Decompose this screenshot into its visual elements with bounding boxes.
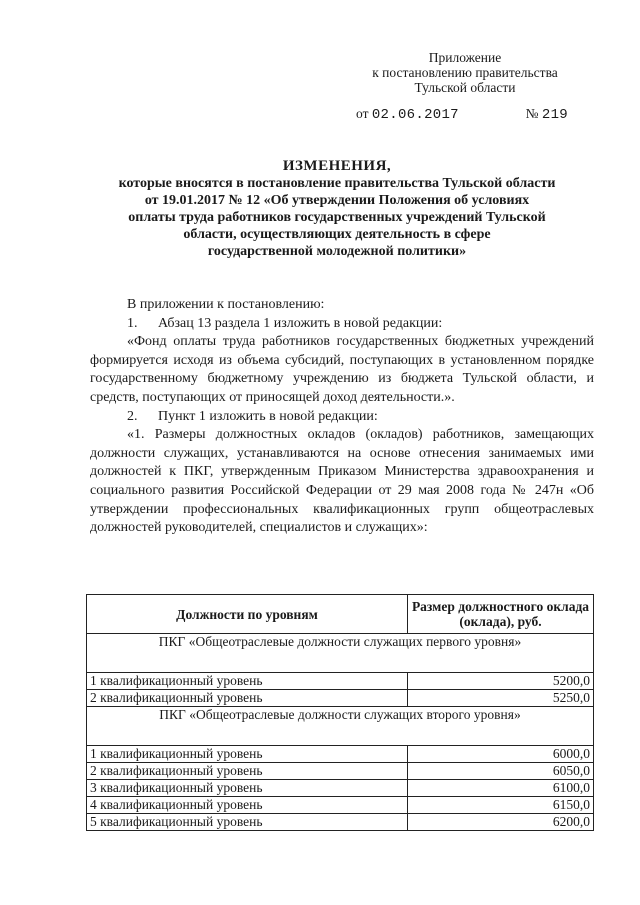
item-2-number: 2. xyxy=(127,408,138,424)
document-number: 219 xyxy=(541,107,568,123)
table-row xyxy=(87,780,594,797)
salary-table xyxy=(86,594,594,831)
group-row xyxy=(87,707,594,746)
appendix-header xyxy=(330,50,600,95)
table-row xyxy=(87,814,594,831)
item-2 xyxy=(90,408,594,427)
quote-1: «Фонд оплаты труда работников государственных бюджетных учреждений формируется исходя из объема субсидий, поступающих в установленном порядке государственному бюджетному учреждению из бюджета Тульской области, и средств, поступающих от приносящей доход деятельности.». xyxy=(90,334,594,405)
title-line: государственной молодежной политики» xyxy=(207,244,467,259)
document-body xyxy=(90,296,594,538)
table-row xyxy=(87,763,594,780)
table-row xyxy=(87,690,594,707)
table-header-row xyxy=(87,595,594,634)
salary-cell: 5200,0 xyxy=(408,673,594,690)
number-prefix: № xyxy=(525,106,539,121)
document-date: 02.06.2017 xyxy=(371,107,459,123)
level-cell: 2 квалификационный уровень xyxy=(87,690,408,707)
salary-cell: 6050,0 xyxy=(408,763,594,780)
title-line: от 19.01.2017 № 12 «Об утверждении Положения об условиях xyxy=(144,193,530,208)
level-cell: 2 квалификационный уровень xyxy=(87,763,408,780)
item-2-text: Пункт 1 изложить в новой редакции: xyxy=(158,408,378,424)
table-row xyxy=(87,673,594,690)
salary-cell: 6000,0 xyxy=(408,746,594,763)
level-cell: 1 квалификационный уровень xyxy=(87,673,408,690)
appendix-label: Приложение xyxy=(428,50,502,65)
appendix-region: Тульской области xyxy=(414,80,516,95)
group-title: ПКГ «Общеотраслевые должности служащих второго уровня» xyxy=(87,707,594,746)
salary-cell: 6100,0 xyxy=(408,780,594,797)
header-positions: Должности по уровням xyxy=(87,595,408,634)
item-1-text: Абзац 13 раздела 1 изложить в новой редакции: xyxy=(158,315,443,331)
level-cell: 4 квалификационный уровень xyxy=(87,797,408,814)
title-line: области, осуществляющих деятельность в сфере xyxy=(183,227,491,242)
level-cell: 1 квалификационный уровень xyxy=(87,746,408,763)
document-title xyxy=(92,158,582,260)
salary-cell: 6200,0 xyxy=(408,814,594,831)
header-salary: Размер должностного оклада (оклада), руб. xyxy=(408,595,594,634)
item-1 xyxy=(90,315,594,334)
document-meta xyxy=(356,106,568,123)
salary-cell: 6150,0 xyxy=(408,797,594,814)
table-row xyxy=(87,746,594,763)
title-line: оплаты труда работников государственных учреждений Тульской xyxy=(128,210,546,225)
title-main: ИЗМЕНЕНИЯ, xyxy=(282,158,392,174)
group-title: ПКГ «Общеотраслевые должности служащих первого уровня» xyxy=(87,634,594,673)
item-1-number: 1. xyxy=(127,315,138,331)
group-row xyxy=(87,634,594,673)
level-cell: 3 квалификационный уровень xyxy=(87,780,408,797)
title-line: которые вносятся в постановление правительства Тульской области xyxy=(118,176,556,191)
table-row xyxy=(87,797,594,814)
quote-2: «1. Размеры должностных окладов (окладов) работников, замещающих должности служащих, устанавливаются на основе отнесения занимаемых ими должностей к ПКГ, утвержденным Приказом Министерства здравоохранения и социального развития Российской Федерации от 29 мая 2008 года № 247н «Об утверждении профессиональных квалификационных групп общеотраслевых должностей руководителей, специалистов и служащих»: xyxy=(90,427,594,536)
level-cell: 5 квалификационный уровень xyxy=(87,814,408,831)
salary-cell: 5250,0 xyxy=(408,690,594,707)
date-prefix: от xyxy=(356,106,369,121)
intro-paragraph: В приложении к постановлению: xyxy=(127,297,325,312)
appendix-reference: к постановлению правительства xyxy=(372,65,558,80)
